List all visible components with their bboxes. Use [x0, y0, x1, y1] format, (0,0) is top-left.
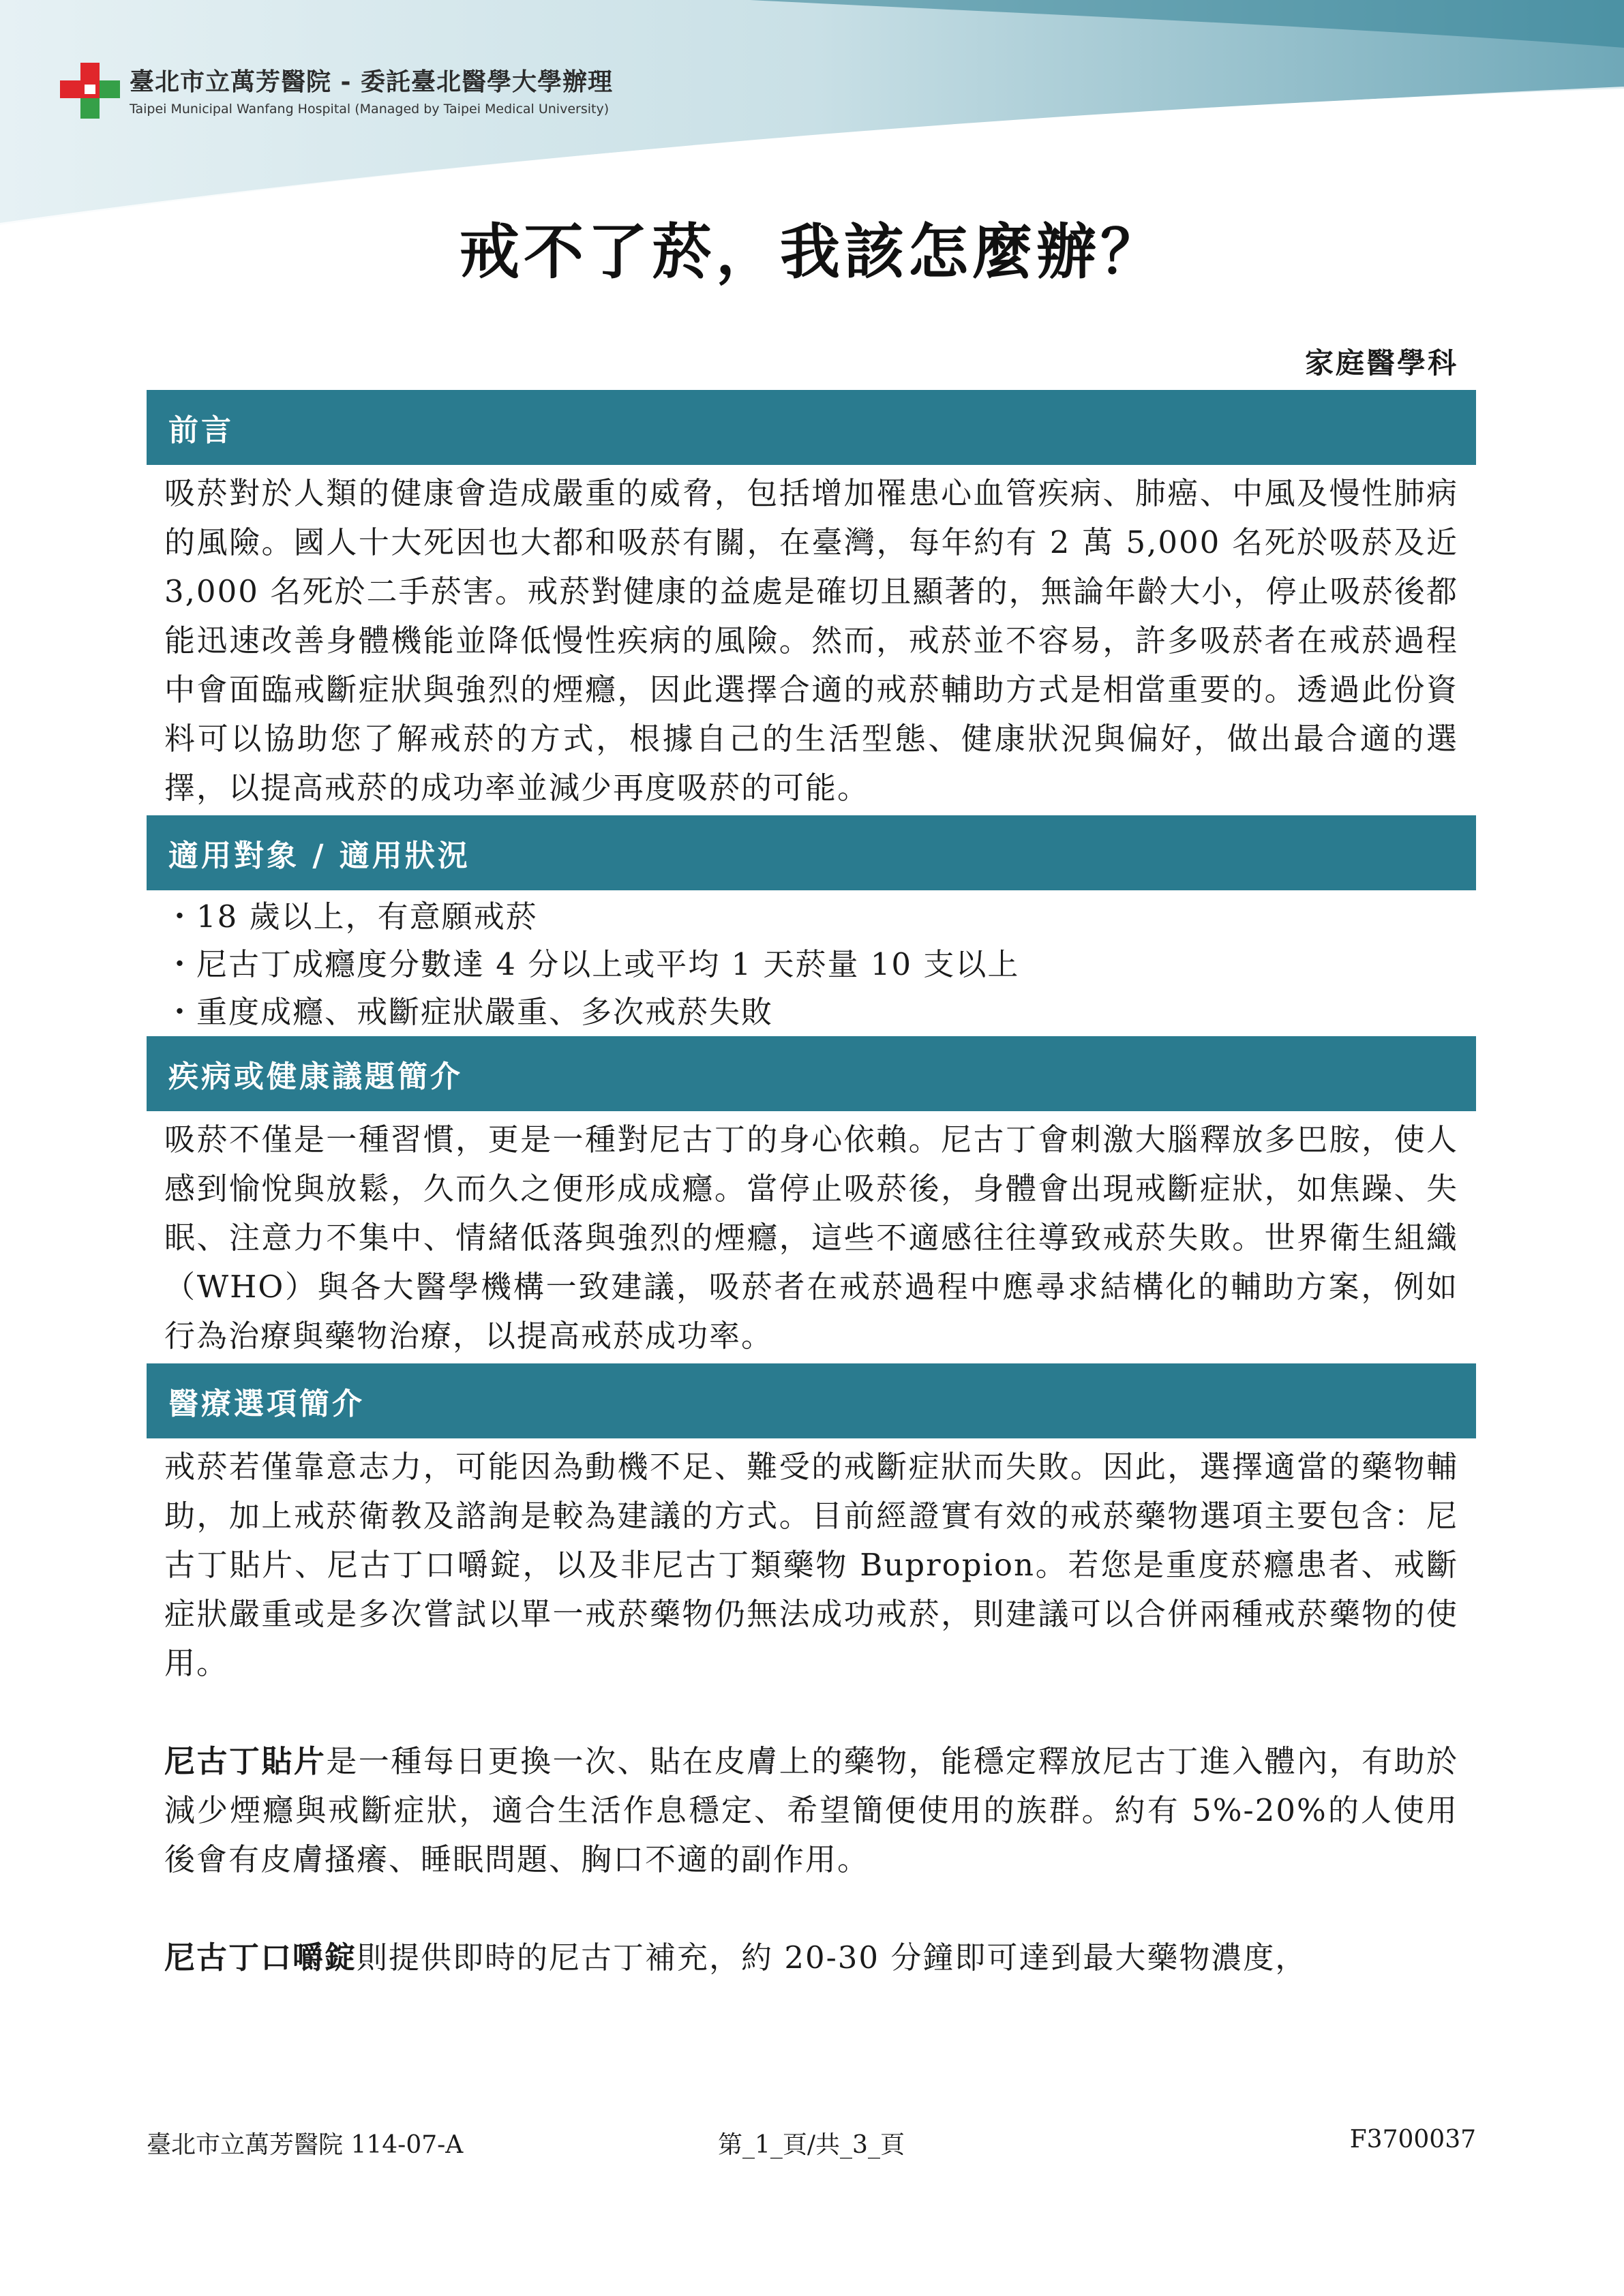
- patch-paragraph: [164, 1737, 1458, 1884]
- section-body-intro: [147, 465, 1476, 815]
- hospital-name: 臺北市立萬芳醫院 - 委託臺北醫學大學辦理: [130, 68, 614, 96]
- footer-hospital-code: 臺北市立萬芳醫院 114-07-A: [147, 2131, 464, 2159]
- applicable-list: [147, 890, 1476, 1036]
- section-heading-intro: 前言: [147, 390, 1476, 465]
- intro-paragraph: 吸菸對於人類的健康會造成嚴重的威脅，包括增加罹患心血管疾病、肺癌、中風及慢性肺病的風險。國人十大死因也大都和吸菸有關，在臺灣，每年約有 2 萬 5,000 名死於吸菸及近 3,000 名死於二手菸害。戒菸對健康的益處是確切且顯著的，無論年齡大小，停止吸菸後都能迅速改善身體機能並降低慢性疾病的風險。然而，戒菸並不容易，許多吸菸者在戒菸過程中會面臨戒斷症狀與強烈的煙癮，因此選擇合適的戒菸輔助方式是相當重要的。透過此份資料可以協助您了解戒菸的方式，根據自己的生活型態、健康狀況與偏好，做出最合適的選擇，以提高戒菸的成功率並減少再度吸菸的可能。: [164, 475, 1458, 806]
- department-label: 家庭醫學科: [1304, 346, 1458, 380]
- section-heading-disease: 疾病或健康議題簡介: [147, 1036, 1476, 1111]
- gum-lead: 尼古丁口嚼錠: [164, 1939, 357, 1976]
- hospital-name-english: Taipei Municipal Wanfang Hospital (Managed by Taipei Medical University): [130, 102, 610, 117]
- section-body-options: [147, 1438, 1476, 1985]
- footer-form-id: F3700037: [1349, 2126, 1476, 2154]
- section-body-disease: [147, 1111, 1476, 1363]
- list-item: ・18 歲以上，有意願戒菸: [164, 898, 538, 935]
- patch-lead: 尼古丁貼片: [164, 1743, 327, 1779]
- hospital-header: [130, 63, 613, 117]
- hospital-cross-logo-icon: [60, 63, 120, 119]
- patch-text: 是一種每日更換一次、貼在皮膚上的藥物，能穩定釋放尼古丁進入體內，有助於減少煙癮與戒斷症狀，適合生活作息穩定、希望簡便使用的族群。約有 5%-20%的人使用後會有皮膚搔癢、睡眠問題、胸口不適的副作用。: [164, 1743, 1458, 1877]
- gum-text: 則提供即時的尼古丁補充，約 20-30 分鐘即可達到最大藥物濃度，: [357, 1939, 1308, 1976]
- disease-paragraph: 吸菸不僅是一種習慣，更是一種對尼古丁的身心依賴。尼古丁會刺激大腦釋放多巴胺，使人感到愉悅與放鬆，久而久之便形成成癮。當停止吸菸後，身體會出現戒斷症狀，如焦躁、失眠、注意力不集中、情緒低落與強烈的煙癮，這些不適感往往導致戒菸失敗。世界衛生組織（WHO）與各大醫學機構一致建議，吸菸者在戒菸過程中應尋求結構化的輔助方案，例如行為治療與藥物治療，以提高戒菸成功率。: [164, 1121, 1458, 1354]
- list-item: ・重度成癮、戒斷症狀嚴重、多次戒菸失敗: [164, 994, 774, 1030]
- section-heading-options: 醫療選項簡介: [147, 1363, 1476, 1438]
- footer-page-number: 第_1_頁/共_3_頁: [718, 2131, 905, 2159]
- gum-paragraph: [164, 1933, 1458, 1982]
- options-paragraph: 戒菸若僅靠意志力，可能因為動機不足、難受的戒斷症狀而失敗。因此，選擇適當的藥物輔助，加上戒菸衛教及諮詢是較為建議的方式。目前經證實有效的戒菸藥物選項主要包含：尼古丁貼片、尼古丁口嚼錠，以及非尼古丁類藥物 Bupropion。若您是重度菸癮患者、戒斷症狀嚴重或是多次嘗試以單一戒菸藥物仍無法成功戒菸，則建議可以合併兩種戒菸藥物的使用。: [164, 1449, 1458, 1681]
- list-item: ・尼古丁成癮度分數達 4 分以上或平均 1 天菸量 10 支以上: [164, 946, 1020, 982]
- section-heading-applicable: 適用對象 / 適用狀況: [147, 815, 1476, 890]
- document-title: 戒不了菸，我該怎麼辦？: [459, 216, 1164, 287]
- document-body: [147, 390, 1476, 1985]
- page-footer: [147, 2126, 1476, 2166]
